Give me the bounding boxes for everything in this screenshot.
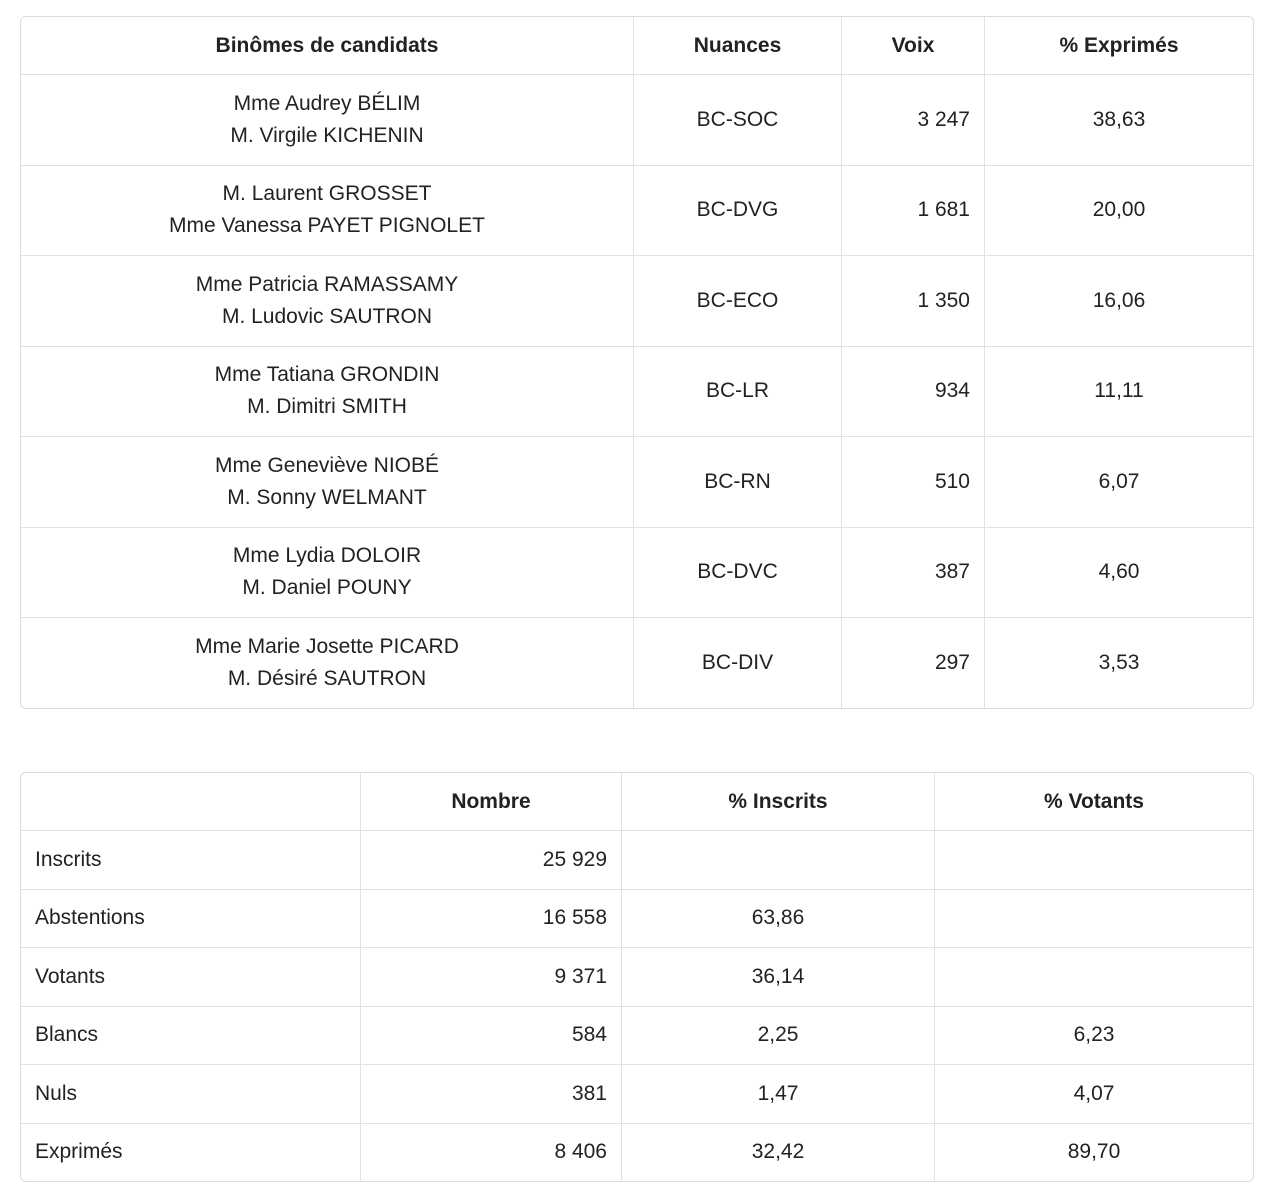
summary-header-row — [21, 773, 1253, 831]
candidate-name: M. Laurent GROSSET — [222, 182, 432, 206]
header-pct-exprimes: % Exprimés — [985, 17, 1253, 75]
table-row — [21, 831, 1253, 890]
candidate-name: M. Dimitri SMITH — [247, 395, 407, 419]
table-row — [21, 528, 1253, 619]
candidate-name: M. Virgile KICHENIN — [230, 123, 424, 147]
voix-cell: 297 — [842, 618, 985, 708]
candidates-cell — [21, 166, 634, 257]
candidate-name: M. Ludovic SAUTRON — [221, 304, 433, 328]
row-label: Abstentions — [21, 890, 361, 949]
nombre-cell: 584 — [361, 1007, 622, 1066]
candidates-cell — [21, 618, 634, 708]
table-row — [21, 1065, 1253, 1124]
table-row — [21, 75, 1253, 166]
nuance-cell: BC-DIV — [634, 618, 842, 708]
candidate-name: M. Désiré SAUTRON — [227, 666, 427, 690]
pct-exprimes-cell: 20,00 — [985, 166, 1253, 257]
table-row — [21, 618, 1253, 708]
pct-inscrits-cell: 1,47 — [622, 1065, 935, 1124]
pct-exprimes-cell: 11,11 — [985, 347, 1253, 438]
header-nuances: Nuances — [634, 17, 842, 75]
results-header-row — [21, 17, 1253, 75]
voix-cell: 1 681 — [842, 166, 985, 257]
candidate-name: M. Daniel POUNY — [242, 576, 412, 600]
pct-votants-cell — [935, 831, 1253, 890]
nombre-cell: 9 371 — [361, 948, 622, 1007]
voix-cell: 1 350 — [842, 256, 985, 347]
nuance-cell: BC-LR — [634, 347, 842, 438]
pct-inscrits-cell — [622, 831, 935, 890]
candidate-name: Mme Lydia DOLOIR — [232, 544, 422, 568]
pct-votants-cell: 4,07 — [935, 1065, 1253, 1124]
table-row — [21, 948, 1253, 1007]
candidates-cell — [21, 347, 634, 438]
nombre-cell: 8 406 — [361, 1124, 622, 1182]
nuance-cell: BC-SOC — [634, 75, 842, 166]
row-label: Votants — [21, 948, 361, 1007]
pct-inscrits-cell: 63,86 — [622, 890, 935, 949]
voix-cell: 934 — [842, 347, 985, 438]
pct-exprimes-cell: 4,60 — [985, 528, 1253, 619]
candidate-name: M. Sonny WELMANT — [227, 485, 427, 509]
candidate-name: Mme Marie Josette PICARD — [195, 634, 459, 658]
table-row — [21, 166, 1253, 257]
candidates-cell — [21, 437, 634, 528]
pct-votants-cell: 6,23 — [935, 1007, 1253, 1066]
pct-exprimes-cell: 16,06 — [985, 256, 1253, 347]
row-label: Exprimés — [21, 1124, 361, 1182]
pct-votants-cell — [935, 948, 1253, 1007]
table-row — [21, 890, 1253, 949]
row-label: Blancs — [21, 1007, 361, 1066]
candidates-cell — [21, 256, 634, 347]
header-pct-votants: % Votants — [935, 773, 1253, 831]
candidate-name: Mme Audrey BÉLIM — [233, 91, 421, 115]
table-row — [21, 256, 1253, 347]
candidate-name: Mme Geneviève NIOBÉ — [214, 453, 440, 477]
nuance-cell: BC-DVC — [634, 528, 842, 619]
header-pct-inscrits: % Inscrits — [622, 773, 935, 831]
pct-votants-cell: 89,70 — [1067, 1140, 1121, 1164]
nombre-cell: 381 — [361, 1065, 622, 1124]
pct-exprimes-cell: 3,53 — [1098, 650, 1140, 674]
nombre-cell: 16 558 — [361, 890, 622, 949]
results-table — [20, 16, 1254, 709]
table-row — [21, 347, 1253, 438]
nuance-cell: BC-RN — [634, 437, 842, 528]
candidates-cell — [21, 75, 634, 166]
row-label: Nuls — [21, 1065, 361, 1124]
nuance-cell: BC-DVG — [634, 166, 842, 257]
pct-exprimes-cell: 38,63 — [985, 75, 1253, 166]
voix-cell: 3 247 — [842, 75, 985, 166]
row-label: Inscrits — [21, 831, 361, 890]
pct-inscrits-cell: 2,25 — [622, 1007, 935, 1066]
table-row — [21, 1124, 1253, 1182]
header-nombre: Nombre — [361, 773, 622, 831]
table-row — [21, 437, 1253, 528]
pct-inscrits-cell: 32,42 — [622, 1124, 935, 1182]
voix-cell: 510 — [842, 437, 985, 528]
candidate-name: Mme Vanessa PAYET PIGNOLET — [169, 214, 485, 238]
table-row — [21, 1007, 1253, 1066]
nuance-cell: BC-ECO — [634, 256, 842, 347]
pct-votants-cell — [935, 890, 1253, 949]
nombre-cell: 25 929 — [361, 831, 622, 890]
candidates-cell — [21, 528, 634, 619]
summary-table — [20, 772, 1254, 1182]
voix-cell: 387 — [842, 528, 985, 619]
pct-inscrits-cell: 36,14 — [622, 948, 935, 1007]
pct-exprimes-cell: 6,07 — [985, 437, 1253, 528]
candidate-name: Mme Tatiana GRONDIN — [214, 363, 440, 387]
header-voix: Voix — [842, 17, 985, 75]
header-blank — [21, 773, 361, 831]
header-binomes: Binômes de candidats — [21, 17, 634, 75]
candidate-name: Mme Patricia RAMASSAMY — [195, 272, 459, 296]
